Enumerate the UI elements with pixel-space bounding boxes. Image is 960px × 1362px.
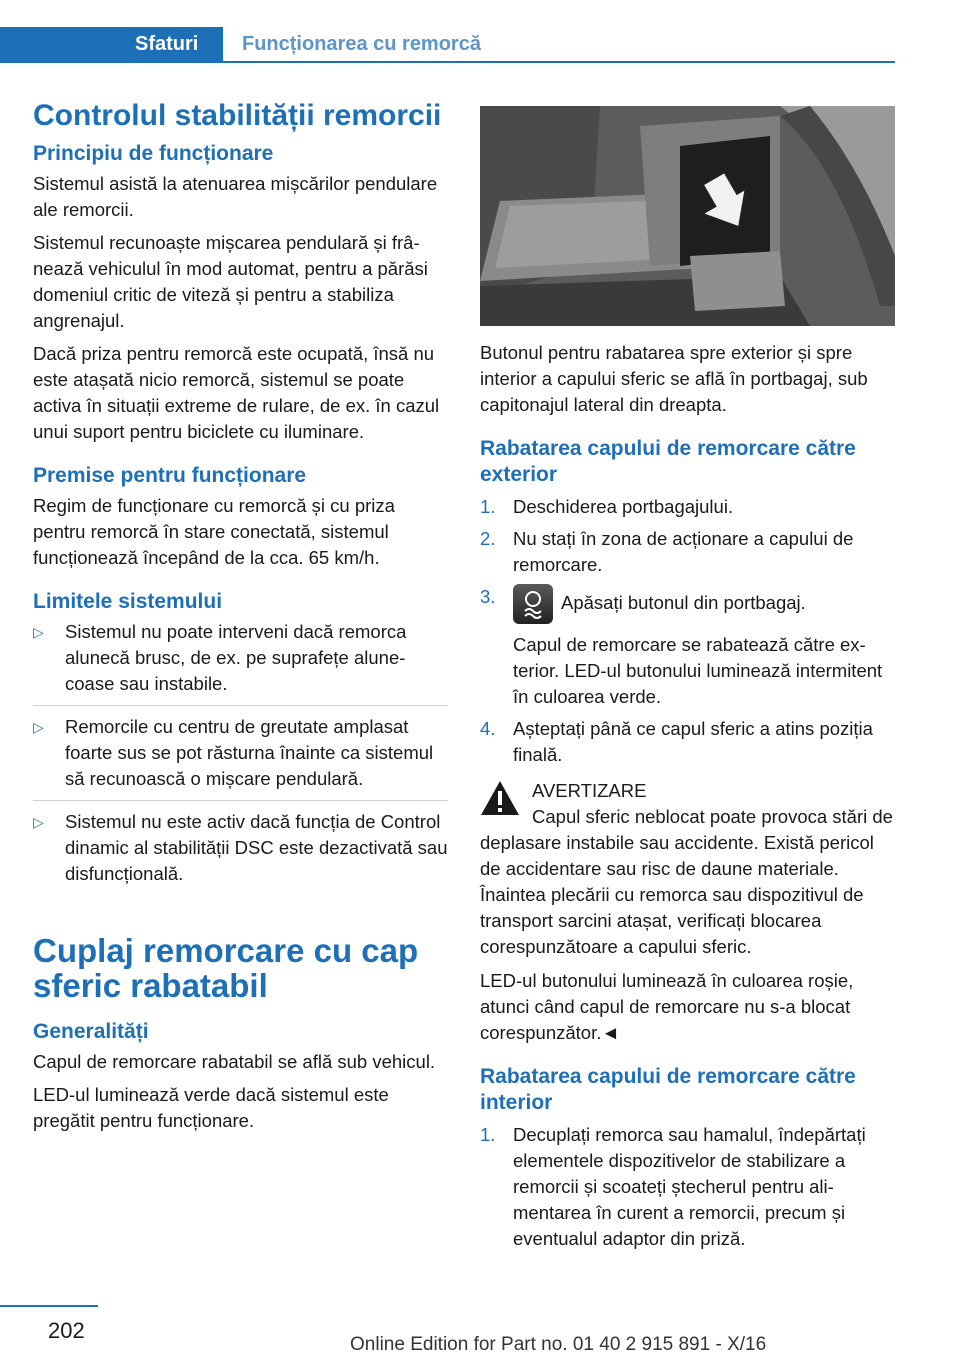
triangle-bullet-icon: ▷	[33, 624, 44, 640]
fold-in-steps	[480, 1122, 895, 1252]
warning-icon	[480, 780, 520, 816]
principle-paragraph-2: Sistemul recunoaște mișcarea pendulară și frânează vehiculul în mod automat, pentru a părăsi domeniul critic de viteză și pentru a stabiliza angrenajul.	[33, 232, 428, 331]
section-title: Controlul stabilității remorcii	[33, 99, 442, 132]
warning-text: Capul sferic neblocat poate provoca stări de deplasare instabile sau accidente. Există pericol de accidentare sau risc de daune materiale. Înaintea plecării cu remorca sau dispozitivul de transport sarcini atașat, verificați blocarea corespunzătoare a capului sferic.	[480, 806, 893, 957]
edition-text: Online Edition for Part no. 01 40 2 915 891 - X/16	[350, 1334, 767, 1355]
premise-paragraph: Regim de funcționare cu remorcă și cu priza pentru remorcă în stare conectată, sistemul funcționează începând de la cca. 65 km/h.	[33, 495, 395, 568]
list-item: ▷ Sistemul nu este activ dacă funcția de Control dinamic al stabilității DSC este dezactivată sau disfuncțională.	[33, 811, 448, 884]
trunk-illustration	[480, 106, 895, 326]
list-item: 1. Decuplați remorca sau hamalul, îndepărtați elementele dispozitivelor de stabilizare a remorcii și scoateți ștecherul pentru alimentarea în curent a remorcii, precum și eventualul adaptor din priză.	[480, 1124, 866, 1249]
list-item: 2. Nu stați în zona de acționare a capului de remorcare.	[480, 528, 854, 575]
header-section-tab[interactable]: Sfaturi	[135, 33, 199, 55]
principle-paragraph-1: Sistemul asistă la atenuarea mișcărilor pendulare ale remorcii.	[33, 173, 438, 220]
triangle-bullet-icon: ▷	[33, 719, 44, 735]
header-chapter-tab[interactable]: Funcționarea cu remorcă	[242, 33, 481, 55]
triangle-bullet-icon: ▷	[33, 814, 44, 830]
right-column	[480, 98, 895, 1262]
page-number: 202	[48, 1318, 85, 1343]
left-column	[33, 98, 448, 1141]
list-item: ▷ Sistemul nu poate interveni dacă remorca alunecă brusc, de ex. pe suprafețe alunecoase sau instabile.	[33, 619, 448, 706]
general-paragraph-1: Capul de remorcare rabatabil se află sub vehicul.	[33, 1051, 436, 1072]
warning-box	[480, 778, 895, 960]
dsc-button-icon	[513, 584, 553, 624]
principle-paragraph-3: Dacă priza pentru remorcă este ocupată, însă nu este atașată nicio remorcă, sistemul se poate activa în situații extreme de rulare, de ex. în cazul unui suport pentru biciclete cu iluminare.	[33, 343, 440, 442]
limits-heading: Limitele sistemului	[33, 590, 223, 613]
photo-caption: Butonul pentru rabatarea spre exterior și spre interior a capului sferic se află în portbagaj, sub capitonajul lateral din dreapta.	[480, 342, 868, 415]
list-item: 4. Așteptați până ce capul sferic a atins poziția finală.	[480, 718, 873, 765]
list-item: 1. Deschiderea portbagajului.	[480, 496, 734, 517]
fold-out-heading: Rabatarea capului de remorcare către exterior	[480, 437, 856, 486]
list-item: ▷ Remorcile cu centru de greutate amplasat foarte sus se pot răsturna înainte ca sistemul să recunoască o mișcare pendulară.	[33, 714, 448, 801]
general-heading: Generalități	[33, 1020, 149, 1043]
list-item: 3. Apăsați butonul din portbagaj. Capul de remorcare se rabatează către exterior. LED-ul butonului luminează intermitent în culoarea verde.	[480, 584, 895, 710]
step-detail: Capul de remorcare se rabatează către exterior. LED-ul butonului luminează intermitent în culoarea verde.	[513, 634, 883, 707]
fold-out-steps	[480, 494, 895, 768]
premise-heading: Premise pentru funcționare	[33, 464, 307, 487]
led-paragraph: LED-ul butonului luminează în culoarea roșie, atunci când capul de remorcare nu s-a blocat corespunzător.◄	[480, 970, 854, 1043]
limits-list	[33, 619, 448, 895]
fold-in-heading: Rabatarea capului de remorcare către interior	[480, 1065, 856, 1114]
footer-line	[0, 1305, 98, 1307]
general-paragraph-2: LED-ul luminează verde dacă sistemul este pregătit pentru funcționare.	[33, 1084, 389, 1131]
principle-heading: Principiu de funcționare	[33, 142, 274, 165]
trunk-photo	[480, 106, 895, 326]
warning-title: AVERTIZARE	[532, 780, 647, 801]
coupling-title: Cuplaj remorcare cu cap sferic rabatabil	[33, 932, 419, 1004]
